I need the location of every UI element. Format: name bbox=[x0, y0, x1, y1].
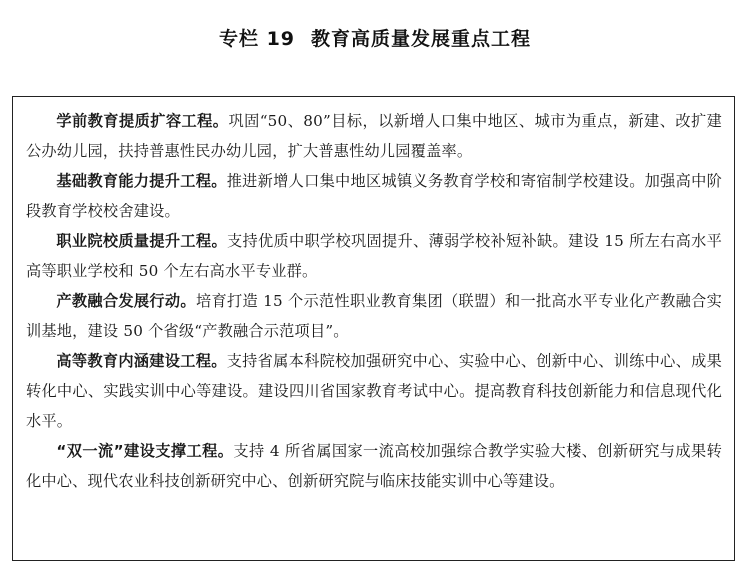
project-description: 支持优质中职学校巩固提升、薄弱学校补短补缺。建设 15 所左右高水平高等职业学校和 50 个左右高水平专业群。 bbox=[26, 232, 723, 280]
project-description: 支持省属本科院校加强研究中心、实验中心、创新中心、训练中心、成果转化中心、实践实训中心等建设。建设四川省国家教育考试中心。提高教育科技创新能力和信息现代化水平。 bbox=[26, 352, 722, 430]
project-heading: “双一流”建设支撑工程。 bbox=[56, 442, 234, 460]
project-heading: 基础教育能力提升工程。 bbox=[56, 172, 227, 190]
project-description: 巩固“50、80”目标，以新增人口集中地区、城市为重点，新建、改扩建公办幼儿园，扶持普惠性民办幼儿园，扩大普惠性幼儿园覆盖率。 bbox=[26, 112, 722, 160]
project-item-basic-education bbox=[26, 166, 722, 226]
content-box bbox=[12, 96, 735, 561]
project-item-industry-education bbox=[26, 286, 722, 346]
project-description: 推进新增人口集中地区城镇义务教育学校和寄宿制学校建设。加强高中阶段教育学校校舍建设。 bbox=[26, 172, 722, 220]
project-item-higher-education bbox=[26, 346, 722, 436]
project-heading: 职业院校质量提升工程。 bbox=[56, 232, 227, 250]
project-heading: 学前教育提质扩容工程。 bbox=[56, 112, 229, 130]
column-title-text: 教育高质量发展重点工程 bbox=[311, 28, 532, 50]
column-title bbox=[0, 24, 750, 51]
project-item-preschool bbox=[26, 106, 722, 166]
project-heading: 高等教育内涵建设工程。 bbox=[56, 352, 227, 370]
project-description: 培育打造 15 个示范性职业教育集团（联盟）和一批高水平专业化产教融合实训基地，建设 50 个省级“产教融合示范项目”。 bbox=[26, 292, 722, 340]
project-item-double-first-class bbox=[26, 436, 722, 496]
project-heading: 产教融合发展行动。 bbox=[56, 292, 196, 310]
project-description: 支持 4 所省属国家一流高校加强综合教学实验大楼、创新研究与成果转化中心、现代农业科技创新研究中心、创新研究院与临床技能实训中心等建设。 bbox=[26, 442, 722, 490]
project-item-vocational bbox=[26, 226, 722, 286]
column-number: 专栏 19 bbox=[218, 28, 296, 50]
